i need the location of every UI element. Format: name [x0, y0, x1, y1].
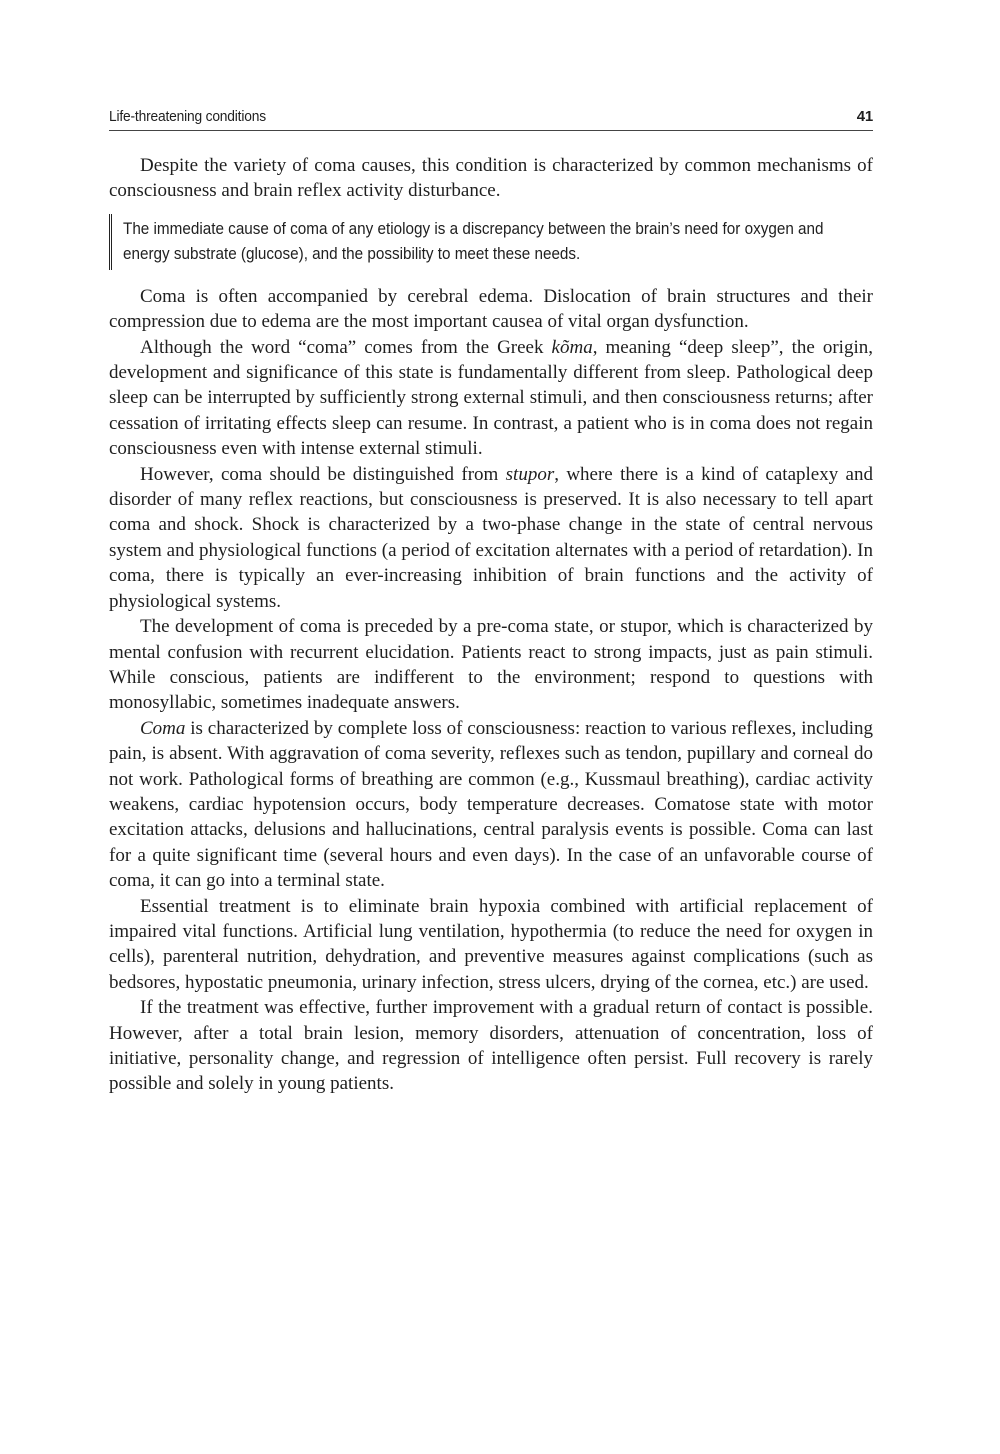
greek-term: kõma [551, 336, 593, 358]
paragraph-text: Although the word “coma” comes from the Greek [140, 336, 552, 358]
paragraph-recovery: If the treatment was effective, further improvement with a gradual return of contact is possible. However, after a total brain lesion, memory disorders, attenuation of concentration, loss of initiative, personality change, and regression of intelligence often persist. Full recovery is rarely possible and solely in young patients. [109, 997, 873, 1095]
paragraph-coma-etymology [109, 335, 873, 462]
paragraph-stupor-shock [109, 462, 873, 614]
page-header [109, 108, 873, 131]
paragraph-text: is characterized by complete loss of consciousness: reaction to various reflexes, including pain, is absent. With aggravation of coma severity, reflexes such as tendon, pupillary and corneal do not work. Pathological forms of breathing are common (e.g., Kussmaul breathing), cardiac activity weakens, cardiac hypotension occurs, body temperature decreases. Comatose state with motor excitation attacks, delusions and hallucinations, central paralysis events is possible. Coma can last for a quite significant time (several hours and even days). In the case of an unfavorable course of coma, it can go into a terminal state. [109, 717, 873, 892]
callout-text: The immediate cause of coma of any etiology is a discrepancy between the brain’s need for oxygen and energy substrate (glucose), and the possibility to meet these needs. [123, 219, 824, 263]
coma-term: Coma [140, 717, 186, 739]
running-head: Life-threatening conditions [109, 108, 266, 125]
page-body [109, 153, 873, 1097]
paragraph-text: , where there is a kind of cataplexy and disorder of many reflex reactions, but consciousness is preserved. It is also necessary to tell apart coma and shock. Shock is characterized by a two-phase change in the state of central nervous system and physiological functions (a period of excitation alternates with a period of retardation). In coma, there is typically an ever-increasing inhibition of brain functions and the activity of physiological systems. [109, 463, 873, 612]
paragraph-intro: Despite the variety of coma causes, this condition is characterized by common mechanisms of consciousness and brain reflex activity disturbance. [109, 155, 873, 202]
paragraph-text: , meaning “deep sleep”, the origin, development and significance of this state is fundamentally different from sleep. Pathological deep sleep can be interrupted by sufficiently strong external stimuli, and then consciousness returns; after cessation of irritating effects sleep can resume. In contrast, a patient who is in coma does not regain consciousness even with intense external stimuli. [109, 336, 873, 460]
paragraph-cerebral-edema: Coma is often accompanied by cerebral edema. Dislocation of brain structures and their compression due to edema are the most important causea of vital organ dysfunction. [109, 285, 873, 333]
paragraph-coma-definition [109, 716, 873, 894]
paragraph-text: However, coma should be distinguished from [140, 463, 506, 485]
paragraph-treatment: Essential treatment is to eliminate brain hypoxia combined with artificial replacement of impaired vital functions. Artificial lung ventilation, hypothermia (to reduce the need for oxygen in cells), parenteral nutrition, dehydration, and preventive measures against complications (such as bedsores, hypostatic pneumonia, urinary infection, stress ulcers, drying of the cornea, etc.) are used. [109, 895, 873, 993]
page-number: 41 [856, 108, 873, 125]
callout-box [109, 214, 873, 270]
stupor-term: stupor [505, 463, 555, 485]
paragraph-pre-coma: The development of coma is preceded by a pre-coma state, or stupor, which is characterized by mental confusion with recurrent elucidation. Patients react to strong impacts, just as pain stimuli. While conscious, patients are indifferent to the environment; respond to questions with monosyllabic, sometimes inadequate answers. [109, 616, 873, 714]
